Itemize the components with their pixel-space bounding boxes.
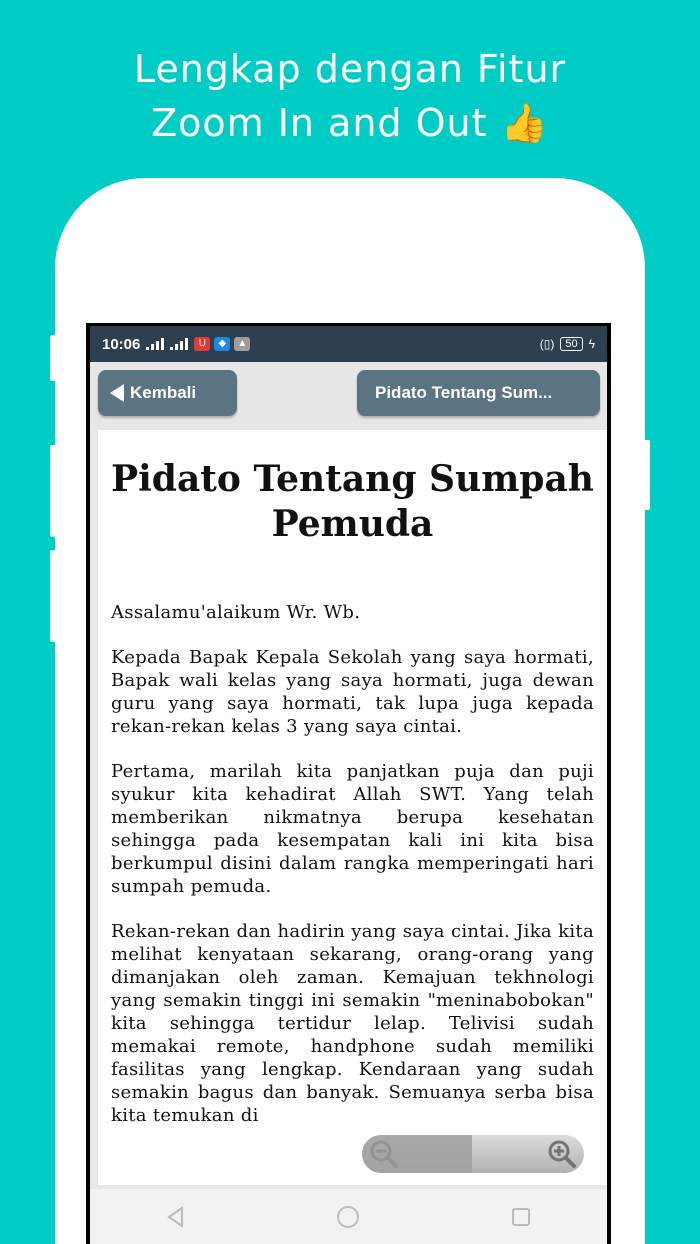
notification-app-icon: ◆ [214, 337, 230, 351]
promo-line-2: Zoom In and Out 👍 [151, 101, 549, 145]
notification-app-icon: ▲ [234, 337, 250, 351]
promo-headline [0, 42, 700, 150]
notification-app-icon: U [194, 337, 210, 351]
title-button-label: Pidato Tentang Sum... [375, 383, 553, 402]
promo-line-1: Lengkap dengan Fitur [133, 47, 567, 91]
back-button-label: Kembali [130, 383, 197, 402]
article-content[interactable] [98, 430, 607, 1185]
article-title: Pidato Tentang Sumpah Pemuda [111, 458, 594, 545]
vibrate-icon: (▯) [539, 337, 555, 351]
signal-icon [170, 338, 188, 350]
title-button[interactable] [357, 370, 600, 416]
article-paragraph: Pertama, marilah kita panjatkan puja dan puji syukur kita kehadirat Allah SWT. Yang telah memberikan nikmatnya berupa kesehatan sehingga pada kesempatan kali ini kita bisa berkumpul disini dalam rangka memperingati hari sumpah pemuda. [111, 761, 594, 897]
system-nav-bar [90, 1189, 607, 1244]
status-time: 10:06 [102, 335, 141, 353]
phone-side-button [50, 550, 56, 642]
charging-icon: ϟ [588, 337, 595, 351]
back-arrow-icon [110, 384, 124, 402]
battery-icon: 50 [560, 337, 582, 351]
phone-side-button [50, 445, 56, 537]
status-bar [90, 326, 607, 362]
status-right [540, 337, 595, 351]
phone-screen [86, 323, 611, 1244]
app-screen [90, 326, 607, 1244]
zoom-in-icon[interactable] [546, 1138, 578, 1170]
zoom-control [362, 1135, 584, 1173]
back-button[interactable] [98, 370, 237, 416]
zoom-out-icon[interactable] [368, 1138, 400, 1170]
nav-back-icon[interactable] [163, 1204, 189, 1230]
article-paragraph: Kepada Bapak Kepala Sekolah yang saya hormati, Bapak wali kelas yang saya hormati, juga dewan guru yang saya hormati, tak lupa juga kepada rekan-rekan kelas 3 yang saya cintai. [111, 647, 594, 737]
signal-icon [146, 338, 164, 350]
phone-side-button [50, 335, 56, 381]
nav-recent-icon[interactable] [508, 1204, 534, 1230]
nav-home-icon[interactable] [335, 1204, 361, 1230]
article-paragraph: Rekan-rekan dan hadirin yang saya cintai. Jika kita melihat kenyataan sekarang, orang-orang yang dimanjakan oleh zaman. Kemajuan tekhnologi yang semakin tinggi ini semakin "meninabobokan" kita sehingga tertidur lelap. Telivisi sudah memakai remote, handphone sudah memiliki fasilitas yang lengkap. Kendaraan yang sudah semakin bagus dan banyak. Semuanya serba bisa kita temukan di [111, 921, 594, 1126]
article-paragraph: Assalamu'alaikum Wr. Wb. [111, 602, 361, 623]
phone-side-button [644, 440, 650, 510]
toolbar [90, 362, 607, 430]
